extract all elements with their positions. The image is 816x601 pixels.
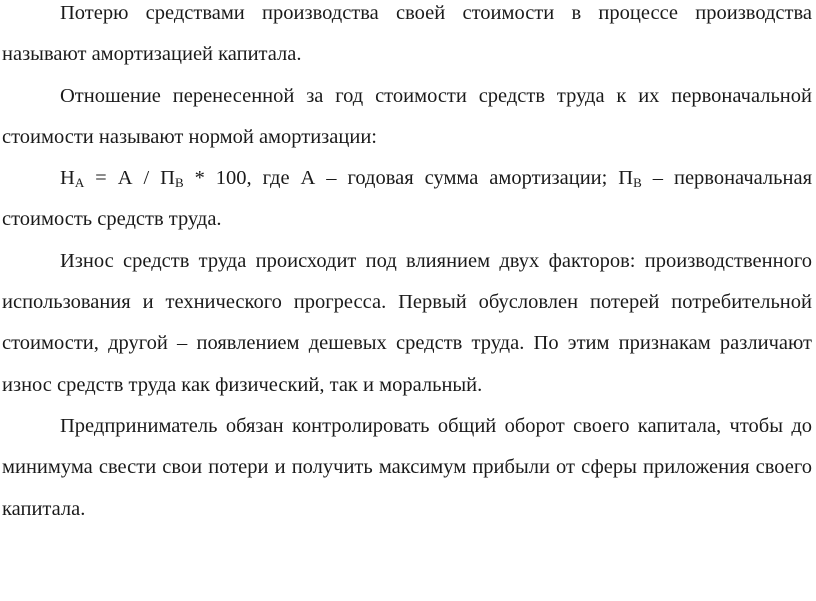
formula-lhs-subscript: А: [74, 175, 85, 191]
paragraph-depreciation-rate-definition: Отношение перенесенной за год стоимости средств труда к их первоначальной стоимости называют нормой амортизации:: [2, 84, 812, 148]
paragraph-wear-factors: Износ средств труда происходит под влиянием двух факторов: производственного использования и технического прогресса. Первый обусловлен потерей потребительной стоимости, другой – появлением дешевых средств труда. По этим признакам различают износ средств труда как физический, так и моральный.: [2, 249, 812, 396]
formula-explanation: * 100, где А – годовая сумма амортизации; П: [183, 167, 634, 190]
formula-explanation-subscript: В: [633, 175, 642, 191]
formula-lhs-base: Н: [60, 167, 75, 190]
formula-explanation-end: – первоначальная стоимость средств труда.: [2, 167, 813, 231]
formula-middle: = А / П: [84, 167, 175, 190]
paragraph-formula: [2, 158, 812, 241]
formula-denominator-subscript: В: [174, 175, 184, 191]
paragraph-depreciation-definition: Потерю средствами производства своей стоимости в процессе производства называют амортизацией капитала.: [2, 2, 812, 66]
paragraph-entrepreneur: Предприниматель обязан контролировать общий оборот своего капитала, чтобы до минимума свести свои потери и получить максимум прибыли от сферы приложения своего капитала.: [2, 414, 812, 520]
